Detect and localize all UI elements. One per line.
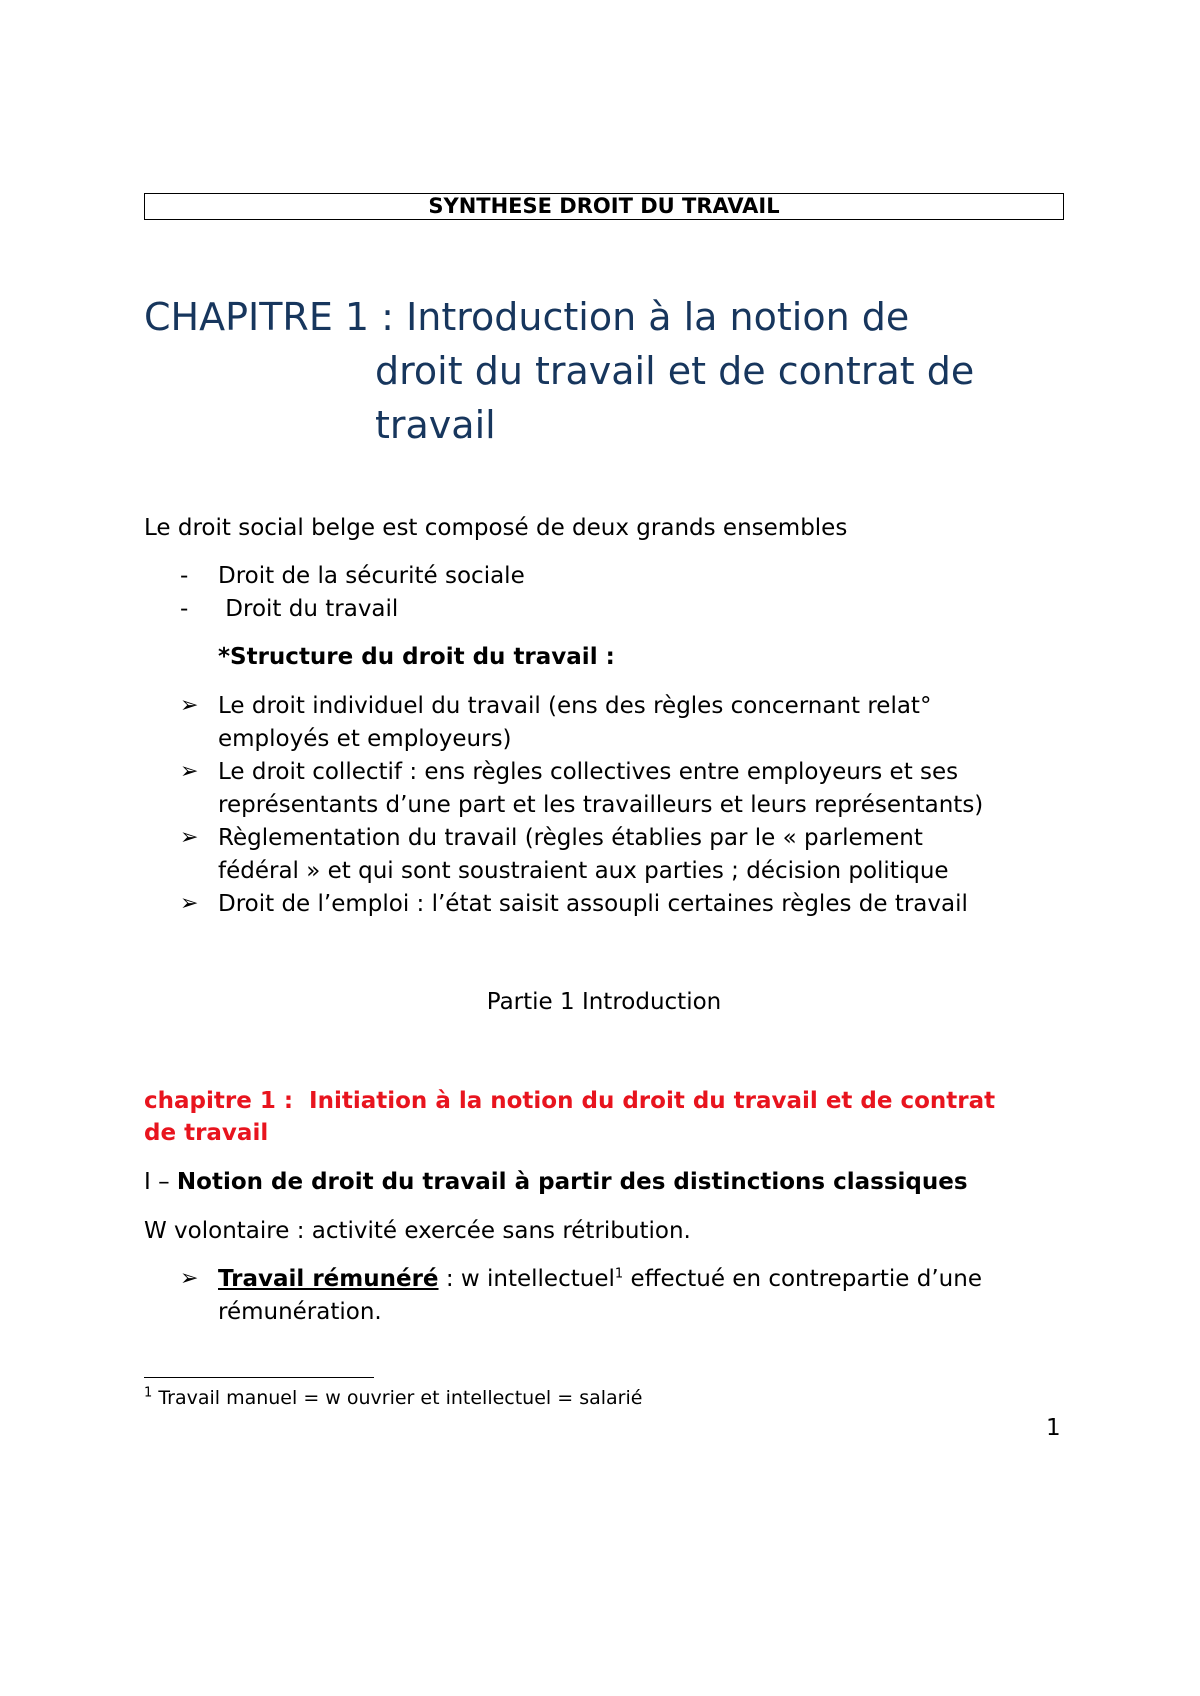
document-title: SYNTHESE DROIT DU TRAVAIL — [144, 193, 1064, 220]
footnote — [144, 1386, 642, 1410]
red-chapter-heading-line-2: de travail — [144, 1120, 269, 1146]
paid-work-line-2: rémunération. — [218, 1299, 382, 1325]
paid-work-line — [218, 1263, 982, 1296]
structure-item-line: Le droit individuel du travail (ens des règles concernant relat° — [218, 693, 932, 719]
arrow-bullet-icon: ➢ — [180, 1266, 199, 1291]
structure-item-line: Le droit collectif : ens règles collectives entre employeurs et ses — [218, 759, 959, 785]
paid-work-text-continued: effectué en contrepartie d’une — [623, 1266, 982, 1292]
page-number: 1 — [1046, 1415, 1061, 1441]
structure-item-line: employés et employeurs) — [218, 726, 512, 752]
chapter-heading-line-3: travail — [375, 403, 496, 447]
structure-item-line: Droit de l’emploi : l’état saisit assoupli certaines règles de travail — [218, 891, 968, 917]
arrow-bullet-icon: ➢ — [180, 693, 199, 718]
paid-work-term: Travail rémunéré — [218, 1266, 439, 1292]
arrow-bullet-icon: ➢ — [180, 759, 199, 784]
dash-bullet: - — [180, 563, 189, 589]
paid-work-text: : w intellectuel — [438, 1266, 615, 1292]
footnote-marker: 1 — [144, 1385, 153, 1401]
arrow-bullet-icon: ➢ — [180, 825, 199, 850]
chapter-heading-line-1: CHAPITRE 1 : Introduction à la notion de — [144, 295, 910, 339]
red-chapter-heading-line-1: chapitre 1 : Initiation à la notion du droit du travail et de contrat — [144, 1088, 996, 1114]
arrow-bullet-icon: ➢ — [180, 891, 199, 916]
dash-bullet: - — [180, 596, 189, 622]
structure-item-line: représentants d’une part et les travailleurs et leurs représentants) — [218, 792, 984, 818]
dash-list-item-text: Droit du travail — [218, 596, 399, 622]
structure-item-line: fédéral » et qui sont soustraient aux parties ; décision politique — [218, 858, 949, 884]
structure-heading: *Structure du droit du travail : — [218, 644, 615, 670]
section-heading-bold: Notion de droit du travail à partir des distinctions classiques — [176, 1169, 968, 1195]
section-heading-prefix: I – — [144, 1169, 177, 1195]
footnote-text: Travail manuel = w ouvrier et intellectuel = salarié — [152, 1387, 643, 1409]
section-heading — [144, 1166, 968, 1199]
chapter-heading-line-2: droit du travail et de contrat de — [375, 349, 975, 393]
part-heading: Partie 1 Introduction — [486, 989, 722, 1015]
volunteer-line: W volontaire : activité exercée sans rétribution. — [144, 1218, 691, 1244]
intro-paragraph: Le droit social belge est composé de deux grands ensembles — [144, 515, 848, 541]
footnote-reference[interactable]: 1 — [614, 1266, 624, 1282]
structure-item-line: Règlementation du travail (règles établies par le « parlement — [218, 825, 923, 851]
footnote-separator — [144, 1377, 374, 1378]
dash-list-item-text: Droit de la sécurité sociale — [218, 563, 525, 589]
